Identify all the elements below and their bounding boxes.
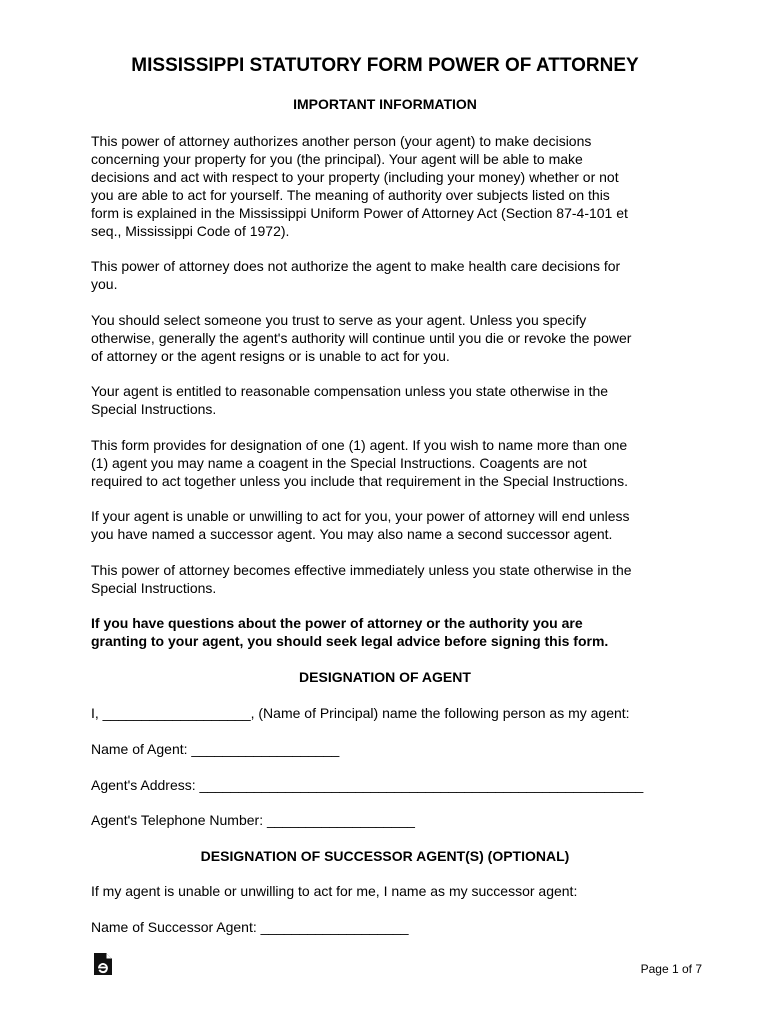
agent-address-line: Agent's Address: _________________________________________________________ xyxy=(91,777,644,793)
legal-advice-notice: If you have questions about the power of attorney or the authority you are granting to your agent, you should seek legal advice before signing this form. xyxy=(91,615,609,649)
designation-of-agent-heading: DESIGNATION OF AGENT xyxy=(299,669,471,685)
agent-telephone-line: Agent's Telephone Number: ___________________ xyxy=(91,812,415,828)
principal-name-line: I, ___________________, (Name of Principal) name the following person as my agent: xyxy=(91,705,630,721)
important-information-heading: IMPORTANT INFORMATION xyxy=(293,96,477,112)
successor-agent-name-line: Name of Successor Agent: ___________________ xyxy=(91,919,409,935)
agent-name-line: Name of Agent: ___________________ xyxy=(91,741,340,757)
paragraph-effective: This power of attorney becomes effective immediately unless you state otherwise in the Special Instructions. xyxy=(91,562,632,596)
successor-intro-line: If my agent is unable or unwilling to act for me, I name as my successor agent: xyxy=(91,883,578,899)
paragraph-authorization: This power of attorney authorizes another person (your agent) to make decisions concerning your property for you (the principal). Your agent will be able to make decisions and act with respect to your property (including your money) whether or not you are able to act for yourself. The meaning of authority over subjects listed on this form is explained in the Mississippi Uniform Power of Attorney Act (Section 87-4-101 et seq., Mississippi Code of 1972). xyxy=(91,133,628,239)
paragraph-select-agent: You should select someone you trust to serve as your agent. Unless you specify otherwise, generally the agent's authority will continue until you die or revoke the power of attorney or the agent resigns or is unable to act for you. xyxy=(91,312,632,364)
paragraph-health-care: This power of attorney does not authorize the agent to make health care decisions for you. xyxy=(91,258,621,292)
successor-agent-heading: DESIGNATION OF SUCCESSOR AGENT(S) (OPTIONAL) xyxy=(200,848,570,864)
eforms-logo-icon xyxy=(93,952,113,976)
paragraph-compensation: Your agent is entitled to reasonable compensation unless you state otherwise in the Special Instructions. xyxy=(91,383,609,417)
paragraph-successor-info: If your agent is unable or unwilling to act for you, your power of attorney will end unless you have named a successor agent. You may also name a second successor agent. xyxy=(91,508,630,542)
paragraph-coagents: This form provides for designation of one (1) agent. If you wish to name more than one (1) agent you may name a coagent in the Special Instructions. Coagents are not required to act together unless you include that requirement in the Special Instructions. xyxy=(91,437,628,489)
page-number: Page 1 of 7 xyxy=(640,962,702,976)
document-title: MISSISSIPPI STATUTORY FORM POWER OF ATTORNEY xyxy=(131,55,639,76)
